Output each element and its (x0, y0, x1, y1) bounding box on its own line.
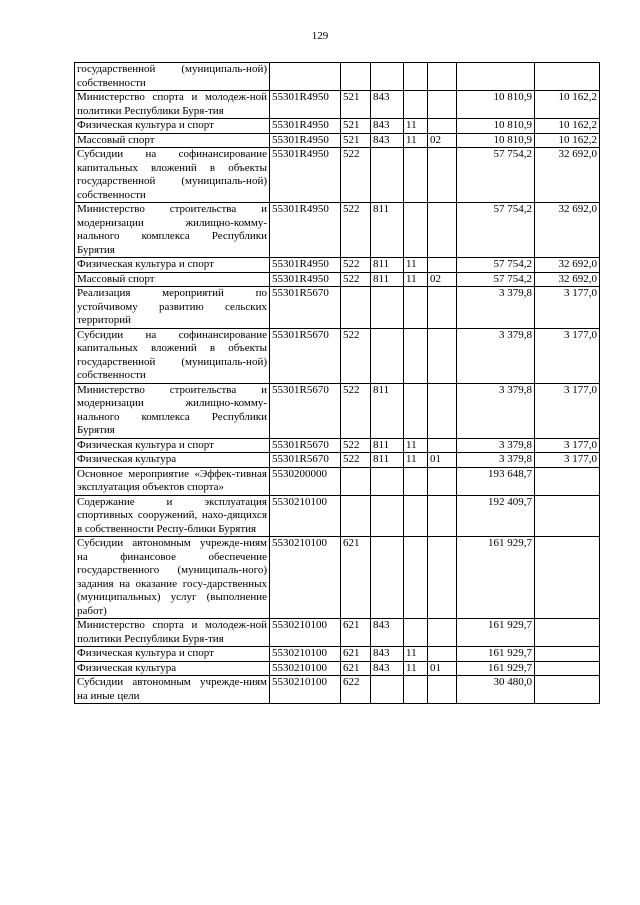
row-section-cell: 11 (404, 258, 428, 273)
row-code-cell: 5530210100 (270, 661, 341, 676)
row-expense-type-cell (341, 63, 371, 91)
row-code-cell: 55301R4950 (270, 258, 341, 273)
row-ministry-code-cell: 843 (371, 119, 404, 134)
row-name-cell: Субсидии на софинансирование капитальных вложений в объекты государственной (муниципаль-ной) собственности (75, 328, 270, 383)
row-code-cell: 55301R4950 (270, 119, 341, 134)
row-code-cell: 55301R4950 (270, 148, 341, 203)
row-amount-2-cell: 3 177,0 (535, 287, 600, 329)
row-section-cell (404, 467, 428, 495)
row-amount-2-cell: 3 177,0 (535, 438, 600, 453)
row-subsection-cell: 02 (428, 133, 457, 148)
row-ministry-code-cell: 843 (371, 91, 404, 119)
row-ministry-code-cell (371, 287, 404, 329)
row-section-cell (404, 63, 428, 91)
row-expense-type-cell: 522 (341, 148, 371, 203)
row-code-cell: 5530210100 (270, 619, 341, 647)
row-amount-2-cell: 3 177,0 (535, 328, 600, 383)
row-amount-1-cell: 161 929,7 (457, 537, 535, 619)
row-amount-1-cell: 57 754,2 (457, 258, 535, 273)
row-code-cell: 55301R5670 (270, 328, 341, 383)
row-section-cell (404, 619, 428, 647)
row-amount-1-cell: 161 929,7 (457, 647, 535, 662)
row-expense-type-cell: 522 (341, 258, 371, 273)
row-subsection-cell (428, 438, 457, 453)
row-ministry-code-cell (371, 495, 404, 537)
row-ministry-code-cell (371, 467, 404, 495)
row-code-cell: 55301R5670 (270, 453, 341, 468)
row-amount-1-cell: 3 379,8 (457, 453, 535, 468)
row-code-cell: 5530210100 (270, 537, 341, 619)
row-amount-1-cell: 30 480,0 (457, 676, 535, 704)
row-expense-type-cell: 522 (341, 328, 371, 383)
row-section-cell: 11 (404, 661, 428, 676)
row-subsection-cell (428, 148, 457, 203)
row-name-cell: Физическая культура и спорт (75, 438, 270, 453)
row-amount-2-cell: 32 692,0 (535, 272, 600, 287)
row-expense-type-cell: 621 (341, 619, 371, 647)
row-section-cell (404, 328, 428, 383)
row-amount-1-cell: 10 810,9 (457, 91, 535, 119)
table-row (75, 328, 600, 383)
row-expense-type-cell: 522 (341, 203, 371, 258)
row-amount-1-cell (457, 63, 535, 91)
row-subsection-cell: 02 (428, 272, 457, 287)
row-name-cell: Содержание и эксплуатация спортивных сооружений, нахо-дящихся в собственности Респу-блики Бурятия (75, 495, 270, 537)
row-section-cell (404, 287, 428, 329)
row-amount-2-cell (535, 661, 600, 676)
row-code-cell: 55301R4950 (270, 91, 341, 119)
table-row (75, 647, 600, 662)
row-amount-2-cell: 32 692,0 (535, 148, 600, 203)
row-code-cell: 5530210100 (270, 647, 341, 662)
row-amount-1-cell: 3 379,8 (457, 287, 535, 329)
row-code-cell: 5530210100 (270, 676, 341, 704)
row-ministry-code-cell: 811 (371, 203, 404, 258)
row-ministry-code-cell: 811 (371, 383, 404, 438)
row-code-cell: 55301R5670 (270, 287, 341, 329)
row-expense-type-cell: 621 (341, 661, 371, 676)
row-subsection-cell (428, 647, 457, 662)
table-row (75, 661, 600, 676)
row-name-cell: Физическая культура и спорт (75, 258, 270, 273)
budget-table (74, 62, 600, 704)
row-amount-1-cell: 57 754,2 (457, 203, 535, 258)
row-amount-1-cell: 10 810,9 (457, 133, 535, 148)
table-row (75, 119, 600, 134)
row-expense-type-cell: 622 (341, 676, 371, 704)
row-ministry-code-cell: 811 (371, 258, 404, 273)
row-subsection-cell (428, 676, 457, 704)
row-code-cell: 55301R5670 (270, 383, 341, 438)
row-amount-2-cell (535, 676, 600, 704)
row-subsection-cell: 01 (428, 661, 457, 676)
row-amount-2-cell: 32 692,0 (535, 258, 600, 273)
row-expense-type-cell (341, 495, 371, 537)
table-row (75, 287, 600, 329)
row-subsection-cell (428, 467, 457, 495)
row-ministry-code-cell: 843 (371, 619, 404, 647)
row-code-cell (270, 63, 341, 91)
row-ministry-code-cell: 811 (371, 453, 404, 468)
row-ministry-code-cell: 843 (371, 133, 404, 148)
row-code-cell: 5530200000 (270, 467, 341, 495)
row-ministry-code-cell (371, 328, 404, 383)
row-name-cell: Министерство спорта и молодеж-ной политики Республики Буря-тия (75, 619, 270, 647)
row-subsection-cell (428, 203, 457, 258)
table-row (75, 383, 600, 438)
row-code-cell: 5530210100 (270, 495, 341, 537)
row-expense-type-cell: 621 (341, 537, 371, 619)
row-amount-1-cell: 3 379,8 (457, 383, 535, 438)
row-section-cell (404, 676, 428, 704)
row-expense-type-cell: 521 (341, 91, 371, 119)
row-name-cell: Основное мероприятие «Эффек-тивная эксплуатация объектов спорта» (75, 467, 270, 495)
row-section-cell: 11 (404, 453, 428, 468)
row-amount-1-cell: 161 929,7 (457, 619, 535, 647)
row-section-cell: 11 (404, 133, 428, 148)
row-subsection-cell (428, 119, 457, 134)
row-name-cell: Министерство строительства и модернизации жилищно-комму-нального комплекса Республики Бурятия (75, 203, 270, 258)
row-name-cell: Физическая культура и спорт (75, 119, 270, 134)
row-amount-1-cell: 10 810,9 (457, 119, 535, 134)
row-subsection-cell (428, 328, 457, 383)
row-amount-2-cell: 32 692,0 (535, 203, 600, 258)
row-name-cell: Физическая культура (75, 661, 270, 676)
table-row (75, 148, 600, 203)
row-amount-2-cell (535, 647, 600, 662)
row-amount-1-cell: 3 379,8 (457, 328, 535, 383)
row-amount-1-cell: 3 379,8 (457, 438, 535, 453)
row-expense-type-cell: 522 (341, 272, 371, 287)
row-ministry-code-cell (371, 676, 404, 704)
row-amount-2-cell (535, 63, 600, 91)
row-code-cell: 55301R4950 (270, 272, 341, 287)
table-row (75, 619, 600, 647)
row-ministry-code-cell: 843 (371, 661, 404, 676)
row-amount-1-cell: 192 409,7 (457, 495, 535, 537)
row-amount-2-cell: 10 162,2 (535, 91, 600, 119)
table-row (75, 258, 600, 273)
row-name-cell: Министерство строительства и модернизации жилищно-комму-нального комплекса Республики Бурятия (75, 383, 270, 438)
table-row (75, 467, 600, 495)
row-subsection-cell (428, 383, 457, 438)
budget-table-body (75, 63, 600, 704)
row-subsection-cell (428, 537, 457, 619)
row-amount-1-cell: 57 754,2 (457, 272, 535, 287)
row-expense-type-cell: 521 (341, 133, 371, 148)
table-row (75, 203, 600, 258)
row-section-cell: 11 (404, 647, 428, 662)
row-section-cell (404, 91, 428, 119)
row-section-cell (404, 537, 428, 619)
row-amount-2-cell: 10 162,2 (535, 119, 600, 134)
row-name-cell: Массовый спорт (75, 133, 270, 148)
row-section-cell: 11 (404, 119, 428, 134)
row-code-cell: 55301R4950 (270, 133, 341, 148)
row-name-cell: Реализация мероприятий по устойчивому развитию сельских территорий (75, 287, 270, 329)
row-subsection-cell (428, 63, 457, 91)
table-row (75, 453, 600, 468)
row-ministry-code-cell: 843 (371, 647, 404, 662)
row-expense-type-cell: 522 (341, 453, 371, 468)
table-row (75, 537, 600, 619)
row-expense-type-cell: 621 (341, 647, 371, 662)
page-number: 129 (311, 30, 329, 42)
row-ministry-code-cell: 811 (371, 438, 404, 453)
row-amount-1-cell: 193 648,7 (457, 467, 535, 495)
table-row (75, 495, 600, 537)
row-ministry-code-cell: 811 (371, 272, 404, 287)
row-amount-1-cell: 57 754,2 (457, 148, 535, 203)
row-expense-type-cell: 521 (341, 119, 371, 134)
row-name-cell: Субсидии на софинансирование капитальных вложений в объекты государственной (муниципаль-ной) собственности (75, 148, 270, 203)
row-section-cell (404, 203, 428, 258)
row-amount-2-cell: 10 162,2 (535, 133, 600, 148)
row-amount-2-cell (535, 537, 600, 619)
row-name-cell: Физическая культура и спорт (75, 647, 270, 662)
row-amount-1-cell: 161 929,7 (457, 661, 535, 676)
row-name-cell: Министерство спорта и молодеж-ной политики Республики Буря-тия (75, 91, 270, 119)
row-expense-type-cell (341, 467, 371, 495)
row-name-cell: Субсидии автономным учрежде-ниям на иные цели (75, 676, 270, 704)
row-amount-2-cell: 3 177,0 (535, 383, 600, 438)
row-amount-2-cell: 3 177,0 (535, 453, 600, 468)
row-name-cell: Субсидии автономным учрежде-ниям на финансовое обеспечение государственного (муниципаль-ного) задания на оказание госу-дарственных (муниципальных) услуг (выполнение работ) (75, 537, 270, 619)
row-code-cell: 55301R5670 (270, 438, 341, 453)
row-amount-2-cell (535, 495, 600, 537)
table-row (75, 63, 600, 91)
row-name-cell: Физическая культура (75, 453, 270, 468)
row-subsection-cell (428, 287, 457, 329)
row-section-cell: 11 (404, 272, 428, 287)
row-expense-type-cell: 522 (341, 438, 371, 453)
row-subsection-cell (428, 619, 457, 647)
table-row (75, 133, 600, 148)
row-ministry-code-cell (371, 63, 404, 91)
row-name-cell: государственной (муниципаль-ной) собственности (75, 63, 270, 91)
table-row (75, 438, 600, 453)
row-amount-2-cell (535, 467, 600, 495)
table-row (75, 676, 600, 704)
row-section-cell (404, 383, 428, 438)
row-subsection-cell (428, 258, 457, 273)
row-section-cell (404, 148, 428, 203)
table-row (75, 91, 600, 119)
table-row (75, 272, 600, 287)
row-code-cell: 55301R4950 (270, 203, 341, 258)
row-section-cell (404, 495, 428, 537)
row-name-cell: Массовый спорт (75, 272, 270, 287)
row-amount-2-cell (535, 619, 600, 647)
row-subsection-cell (428, 91, 457, 119)
row-section-cell: 11 (404, 438, 428, 453)
row-subsection-cell: 01 (428, 453, 457, 468)
row-ministry-code-cell (371, 537, 404, 619)
row-expense-type-cell: 522 (341, 383, 371, 438)
row-ministry-code-cell (371, 148, 404, 203)
row-subsection-cell (428, 495, 457, 537)
row-expense-type-cell (341, 287, 371, 329)
